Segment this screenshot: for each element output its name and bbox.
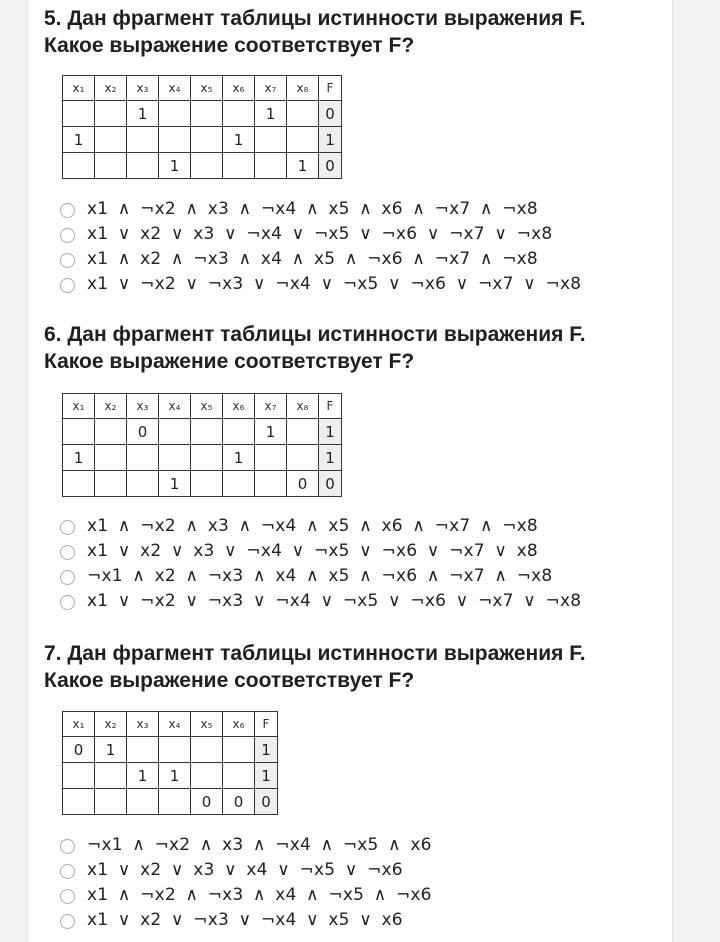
- question-subtitle: Какое выражение соответствует F?: [44, 350, 415, 373]
- table-cell: [127, 471, 159, 497]
- table-cell: 1: [287, 153, 319, 179]
- header-cell: x₇: [255, 76, 287, 101]
- table-cell: 1: [95, 737, 127, 763]
- table-cell: [127, 737, 159, 763]
- header-cell: x₅: [191, 712, 223, 737]
- table-cell: [223, 763, 255, 789]
- header-cell: x₂: [95, 712, 127, 737]
- radio-button[interactable]: [60, 914, 75, 929]
- table-cell: [255, 153, 287, 179]
- answer-options: [60, 832, 432, 932]
- header-cell: x₅: [191, 394, 223, 419]
- table-cell: [159, 101, 191, 127]
- table-cell: [159, 789, 191, 815]
- option-label: x1 ∨ x2 ∨ x3 ∨ ¬x4 ∨ ¬x5 ∨ ¬x6 ∨ ¬x7 ∨ ¬x8: [87, 223, 553, 244]
- header-cell: x₆: [223, 394, 255, 419]
- header-cell-f: F: [255, 712, 278, 737]
- question-subtitle: Какое выражение соответствует F?: [44, 669, 415, 692]
- answer-option[interactable]: [60, 271, 581, 296]
- header-cell-f: F: [319, 76, 342, 101]
- table-cell: 1: [63, 445, 95, 471]
- radio-button[interactable]: [60, 570, 75, 585]
- radio-button[interactable]: [60, 864, 75, 879]
- radio-button[interactable]: [60, 839, 75, 854]
- table-cell: [127, 127, 159, 153]
- radio-button[interactable]: [60, 228, 75, 243]
- answer-option[interactable]: [60, 907, 432, 932]
- table-cell: 0: [191, 789, 223, 815]
- table-cell: [159, 445, 191, 471]
- table-cell: [159, 127, 191, 153]
- header-cell: x₄: [159, 394, 191, 419]
- option-label: x1 ∨ x2 ∨ x3 ∨ ¬x4 ∨ ¬x5 ∨ ¬x6 ∨ ¬x7 ∨ x8: [87, 540, 538, 561]
- table-cell-f: 0: [255, 789, 278, 815]
- table-cell: [127, 789, 159, 815]
- table-cell: [95, 419, 127, 445]
- table-cell-f: 0: [319, 153, 342, 179]
- truth-table: [62, 393, 342, 497]
- option-label: ¬x1 ∧ ¬x2 ∧ x3 ∧ ¬x4 ∧ ¬x5 ∧ x6: [87, 834, 432, 855]
- table-cell: 1: [159, 763, 191, 789]
- table-cell: [255, 127, 287, 153]
- table-cell: 1: [127, 763, 159, 789]
- table-cell: [95, 101, 127, 127]
- table-cell: [191, 153, 223, 179]
- header-cell: x₈: [287, 394, 319, 419]
- header-cell: x₄: [159, 712, 191, 737]
- table-cell: [63, 101, 95, 127]
- table-cell: [127, 153, 159, 179]
- answer-option[interactable]: [60, 832, 432, 857]
- table-cell: [63, 471, 95, 497]
- table-cell: [191, 763, 223, 789]
- question-title: 5. Дан фрагмент таблицы истинности выражения F.: [44, 7, 586, 30]
- header-cell: x₄: [159, 76, 191, 101]
- table-cell-f: 1: [255, 737, 278, 763]
- answer-option[interactable]: [60, 196, 581, 221]
- answer-option[interactable]: [60, 563, 581, 588]
- table-cell: [223, 153, 255, 179]
- table-cell: [63, 763, 95, 789]
- option-label: x1 ∧ ¬x2 ∧ ¬x3 ∧ x4 ∧ ¬x5 ∧ ¬x6: [87, 884, 432, 905]
- header-cell: x₃: [127, 394, 159, 419]
- radio-button[interactable]: [60, 520, 75, 535]
- header-cell: x₃: [127, 76, 159, 101]
- table-cell: 1: [255, 419, 287, 445]
- table-cell: 1: [255, 101, 287, 127]
- answer-option[interactable]: [60, 588, 581, 613]
- table-cell: 1: [223, 127, 255, 153]
- table-cell: [95, 789, 127, 815]
- question-subtitle: Какое выражение соответствует F?: [44, 34, 415, 57]
- answer-option[interactable]: [60, 246, 581, 271]
- header-cell: x₂: [95, 394, 127, 419]
- answer-option[interactable]: [60, 538, 581, 563]
- answer-option[interactable]: [60, 882, 432, 907]
- table-cell: 0: [127, 419, 159, 445]
- table-cell: 0: [223, 789, 255, 815]
- option-label: x1 ∧ x2 ∧ ¬x3 ∧ x4 ∧ x5 ∧ ¬x6 ∧ ¬x7 ∧ ¬x8: [87, 248, 538, 269]
- table-cell: [223, 101, 255, 127]
- header-cell: x₃: [127, 712, 159, 737]
- table-cell-f: 0: [319, 471, 342, 497]
- table-cell: [95, 127, 127, 153]
- header-cell: x₆: [223, 76, 255, 101]
- header-cell-f: F: [319, 394, 342, 419]
- table-cell-f: 1: [319, 419, 342, 445]
- header-cell: x₁: [63, 712, 95, 737]
- table-cell: [191, 445, 223, 471]
- question-5: [44, 5, 664, 294]
- truth-table: [62, 75, 342, 179]
- option-label: x1 ∨ x2 ∨ x3 ∨ x4 ∨ ¬x5 ∨ ¬x6: [87, 859, 403, 880]
- table-cell: [287, 127, 319, 153]
- table-cell: [255, 471, 287, 497]
- table-cell: [223, 737, 255, 763]
- option-label: x1 ∨ ¬x2 ∨ ¬x3 ∨ ¬x4 ∨ ¬x5 ∨ ¬x6 ∨ ¬x7 ∨ ¬x8: [87, 273, 582, 294]
- table-cell-f: 1: [255, 763, 278, 789]
- table-cell: [191, 419, 223, 445]
- table-cell: [191, 471, 223, 497]
- table-cell: [223, 471, 255, 497]
- header-cell: x₆: [223, 712, 255, 737]
- table-cell: [191, 737, 223, 763]
- question-7: [44, 640, 664, 930]
- table-cell: 1: [159, 471, 191, 497]
- table-cell: [191, 127, 223, 153]
- question-6: [44, 321, 664, 611]
- table-cell: [95, 471, 127, 497]
- table-cell: [223, 419, 255, 445]
- answer-options: [60, 513, 581, 613]
- radio-button[interactable]: [60, 278, 75, 293]
- answer-option[interactable]: [60, 513, 581, 538]
- table-cell-f: 1: [319, 445, 342, 471]
- table-cell-f: 1: [319, 127, 342, 153]
- truth-table: [62, 711, 278, 815]
- radio-button[interactable]: [60, 203, 75, 218]
- table-cell: [95, 763, 127, 789]
- table-cell: [63, 153, 95, 179]
- table-cell: [287, 445, 319, 471]
- table-cell-f: 0: [319, 101, 342, 127]
- answer-option[interactable]: [60, 857, 432, 882]
- table-cell: 1: [223, 445, 255, 471]
- header-cell: x₁: [63, 394, 95, 419]
- option-label: x1 ∧ ¬x2 ∧ x3 ∧ ¬x4 ∧ x5 ∧ x6 ∧ ¬x7 ∧ ¬x8: [87, 198, 538, 219]
- question-title: 7. Дан фрагмент таблицы истинности выражения F.: [44, 642, 586, 665]
- header-cell: x₈: [287, 76, 319, 101]
- table-cell: [287, 419, 319, 445]
- answer-options: [60, 196, 581, 296]
- table-cell: [63, 789, 95, 815]
- table-cell: 1: [127, 101, 159, 127]
- table-cell: [159, 419, 191, 445]
- option-label: x1 ∨ x2 ∨ ¬x3 ∨ ¬x4 ∨ x5 ∨ x6: [87, 909, 403, 930]
- table-cell: [255, 445, 287, 471]
- radio-button[interactable]: [60, 889, 75, 904]
- header-cell: x₅: [191, 76, 223, 101]
- answer-option[interactable]: [60, 221, 581, 246]
- radio-button[interactable]: [60, 595, 75, 610]
- option-label: ¬x1 ∧ x2 ∧ ¬x3 ∧ x4 ∧ x5 ∧ ¬x6 ∧ ¬x7 ∧ ¬x8: [87, 565, 553, 586]
- table-cell: [191, 101, 223, 127]
- radio-button[interactable]: [60, 253, 75, 268]
- radio-button[interactable]: [60, 545, 75, 560]
- header-cell: x₇: [255, 394, 287, 419]
- table-cell: [95, 445, 127, 471]
- option-label: x1 ∨ ¬x2 ∨ ¬x3 ∨ ¬x4 ∨ ¬x5 ∨ ¬x6 ∨ ¬x7 ∨ ¬x8: [87, 590, 582, 611]
- header-cell: x₁: [63, 76, 95, 101]
- table-cell: [95, 153, 127, 179]
- table-cell: 0: [63, 737, 95, 763]
- question-title: 6. Дан фрагмент таблицы истинности выражения F.: [44, 323, 586, 346]
- option-label: x1 ∧ ¬x2 ∧ x3 ∧ ¬x4 ∧ x5 ∧ x6 ∧ ¬x7 ∧ ¬x8: [87, 515, 538, 536]
- header-cell: x₂: [95, 76, 127, 101]
- table-cell: [127, 445, 159, 471]
- table-cell: [63, 419, 95, 445]
- table-cell: 1: [63, 127, 95, 153]
- table-cell: [287, 101, 319, 127]
- table-cell: 0: [287, 471, 319, 497]
- table-cell: 1: [159, 153, 191, 179]
- table-cell: [159, 737, 191, 763]
